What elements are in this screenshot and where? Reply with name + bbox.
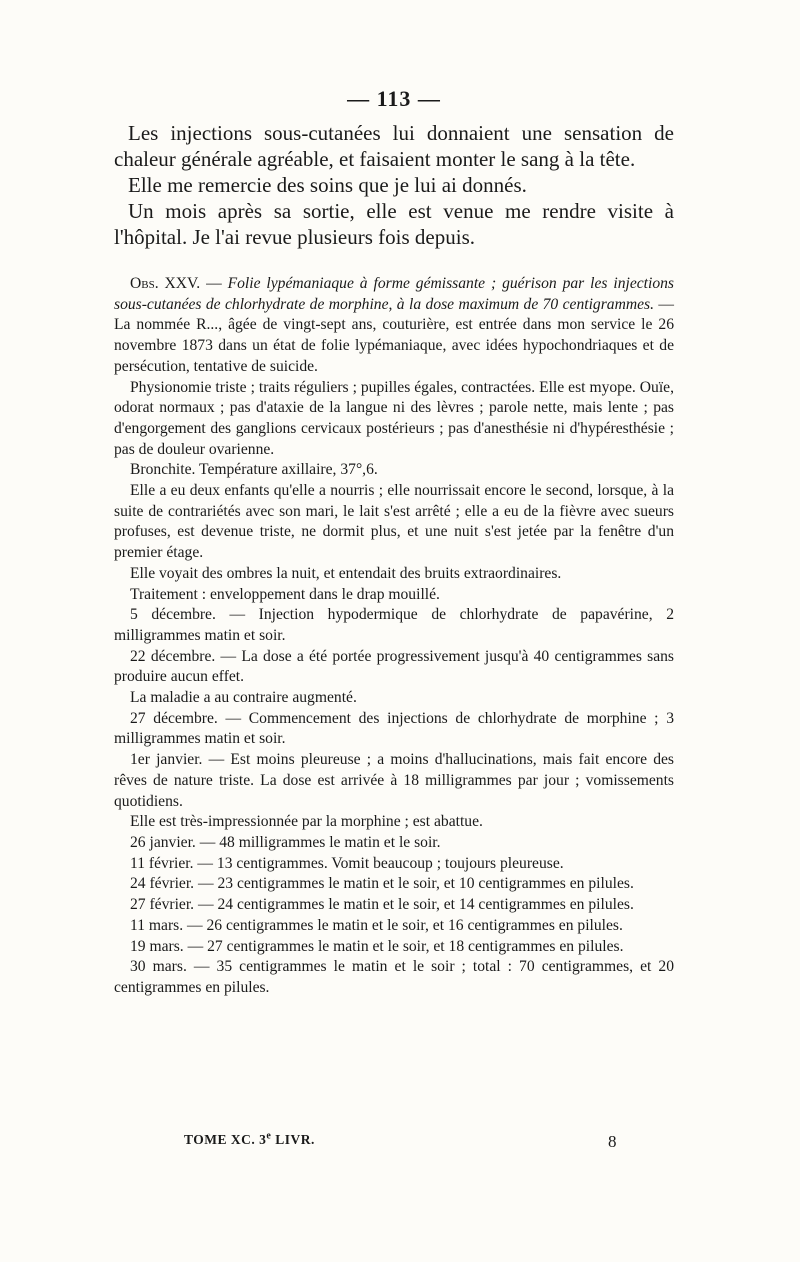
- intro-paragraph: Les injections sous-cutanées lui donnaient une sensation de chaleur générale agréable, et faisaient monter le sang à la tête.: [114, 121, 674, 171]
- document-page: [114, 86, 674, 999]
- observation-paragraph: 5 décembre. — Injection hypodermique de chlorhydrate de papavérine, 2 milligrammes matin et soir.: [114, 606, 674, 644]
- observation-paragraph: 27 décembre. — Commencement des injections de chlorhydrate de morphine ; 3 milligrammes matin et soir.: [114, 709, 674, 748]
- observation-paragraph: Physionomie triste ; traits réguliers ; pupilles égales, contractées. Elle est myope. Ouïe, odorat normaux ; pas d'ataxie de la langue ni des lèvres ; parole nette, mais lente ; pas d'engorgement des ganglions cervicaux postérieurs ; pas d'anesthésie ni d'hypéresthésie ; pas de douleur ovarienne.: [114, 378, 674, 458]
- footer-volume-sup: e: [266, 1130, 272, 1141]
- observation-paragraph: 19 mars. — 27 centigrammes le matin et le soir, et 18 centigrammes en pilules.: [130, 937, 624, 955]
- observation-paragraph: La maladie a au contraire augmenté.: [130, 689, 357, 707]
- intro-paragraph: Un mois après sa sortie, elle est venue me rendre visite à l'hôpital. Je l'ai revue plusieurs fois depuis.: [114, 199, 674, 249]
- observation-paragraph: 30 mars. — 35 centigrammes le matin et le soir ; total : 70 centigrammes, et 20 centigrammes en pilules.: [114, 958, 674, 996]
- observation-paragraph: Elle a eu deux enfants qu'elle a nourris ; elle nourrissait encore le second, lorsque, à la suite de contrariétés avec son mari, le lait s'est arrêté ; elle a eu de la fièvre avec sueurs profuses, est devenue triste, ne dormit plus, et une nuit s'est jetée par la fenêtre d'un premier étage.: [114, 482, 674, 562]
- observation-paragraph: 11 mars. — 26 centigrammes le matin et le soir, et 16 centigrammes en pilules.: [130, 916, 623, 934]
- footer-volume: [184, 1132, 315, 1147]
- observation-paragraph: Elle voyait des ombres la nuit, et entendait des bruits extraordinaires.: [130, 564, 562, 582]
- footer-volume-prefix: TOME XC. 3: [184, 1131, 267, 1147]
- intro-paragraph: Elle me remercie des soins que je lui ai donnés.: [128, 173, 527, 197]
- footer-volume-suffix: LIVR.: [271, 1131, 315, 1147]
- observation-paragraph: 24 février. — 23 centigrammes le matin et le soir, et 10 centigrammes en pilules.: [130, 875, 634, 893]
- observation-title: Folie lypémaniaque à forme gémissante ; guérison par les injections sous-cutanées de chlorhydrate de morphine, à la dose maximum de 70 centigrammes.: [114, 275, 675, 313]
- observation-paragraph: 27 février. — 24 centigrammes le matin et le soir, et 14 centigrammes en pilules.: [130, 896, 634, 914]
- observation-paragraph: Traitement : enveloppement dans le drap mouillé.: [130, 585, 440, 603]
- observation-paragraph: Elle est très-impressionnée par la morphine ; est abattue.: [130, 813, 483, 831]
- observation-paragraph: 26 janvier. — 48 milligrammes le matin et le soir.: [130, 833, 441, 851]
- observation-paragraph: 22 décembre. — La dose a été portée progressivement jusqu'à 40 centigrammes sans produire aucun effet.: [114, 647, 674, 686]
- observation-opening: — La nommée R..., âgée de vingt-sept ans, couturière, est entrée dans mon service le 26 novembre 1873 dans un état de folie lypémaniaque, avec idées hypochondriaques et de persécution, tentative de suicide.: [114, 295, 674, 375]
- observation-paragraph: Bronchite. Température axillaire, 37°,6.: [130, 461, 378, 479]
- page-number: — 113 —: [347, 86, 441, 111]
- observation-heading: [114, 274, 674, 378]
- observation-label: Obs. XXV.: [130, 275, 201, 292]
- observation-dash: —: [200, 275, 228, 292]
- intro-section: [114, 120, 674, 250]
- page-footer: [184, 1130, 624, 1151]
- observation-section: [114, 274, 674, 999]
- footer-signature: 8: [608, 1132, 617, 1151]
- observation-paragraph: 11 février. — 13 centigrammes. Vomit beaucoup ; toujours pleureuse.: [130, 854, 564, 872]
- observation-paragraph: 1er janvier. — Est moins pleureuse ; a moins d'hallucinations, mais fait encore des rêves de nature triste. La dose est arrivée à 18 milligrammes par jour ; vomissements quotidiens.: [114, 751, 674, 810]
